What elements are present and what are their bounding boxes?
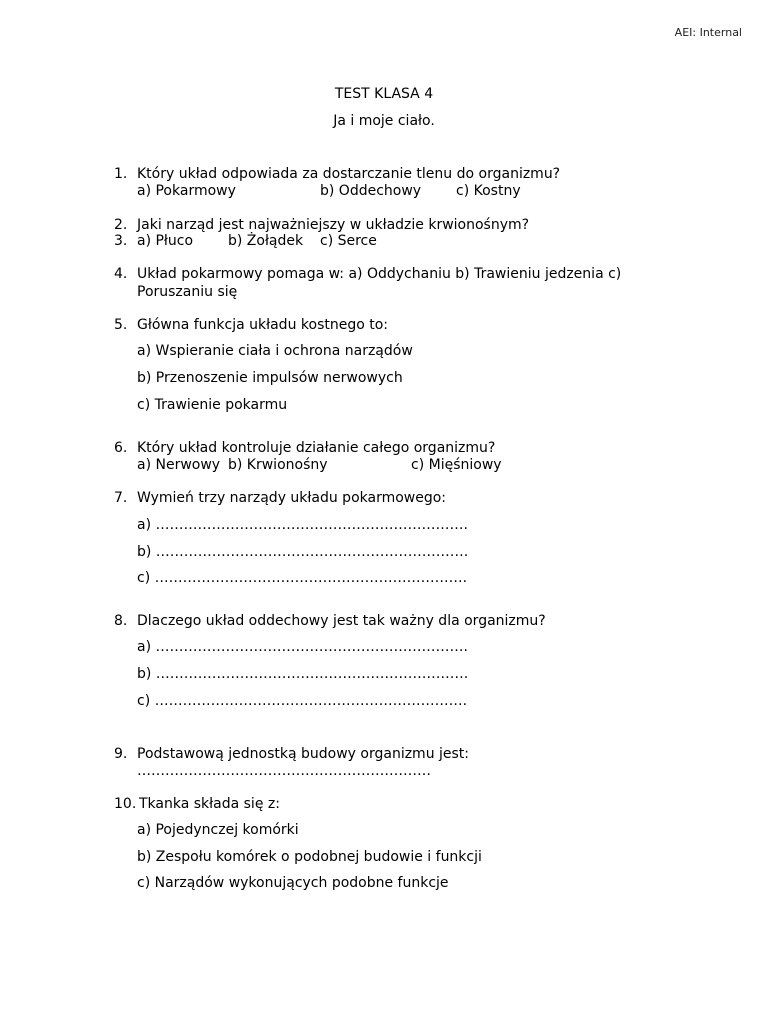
q9-text: Podstawową jednostką budowy organizmu jest: bbox=[137, 746, 470, 762]
q6-option-a: a) Nerwowy bbox=[137, 457, 221, 473]
q9-answer: ……………………………………………………… bbox=[137, 763, 431, 779]
q8-answer-a: a) …………………………………………………………. bbox=[137, 639, 468, 655]
q1-option-b: b) Oddechowy bbox=[320, 183, 422, 199]
q10-option-a: a) Pojedynczej komórki bbox=[137, 822, 299, 838]
q3-option-a: a) Płuco bbox=[137, 233, 194, 249]
q6-option-b: b) Krwionośny bbox=[228, 457, 328, 473]
q2-number: 2. bbox=[114, 217, 128, 233]
q8-answer-c: c) …………………………………………………………. bbox=[137, 693, 468, 709]
q5-option-c: c) Trawienie pokarmu bbox=[137, 397, 288, 413]
q6-text: Który układ kontroluje działanie całego organizmu? bbox=[137, 440, 496, 456]
q3-option-c: c) Serce bbox=[320, 233, 377, 249]
q7-answer-c: c) …………………………………………………………. bbox=[137, 570, 468, 586]
document-subtitle: Ja i moje ciało. bbox=[333, 113, 435, 129]
q1-option-c: c) Kostny bbox=[456, 183, 521, 199]
q5-option-b: b) Przenoszenie impulsów nerwowych bbox=[137, 370, 403, 386]
q7-answer-a: a) …………………………………………………………. bbox=[137, 517, 468, 533]
q6-number: 6. bbox=[114, 440, 128, 456]
q10-option-b: b) Zespołu komórek o podobnej budowie i funkcji bbox=[137, 849, 482, 865]
q4-text: Układ pokarmowy pomaga w: a) Oddychaniu b) Trawieniu jedzenia c) bbox=[137, 266, 622, 282]
q3-number: 3. bbox=[114, 233, 128, 249]
q5-number: 5. bbox=[114, 317, 128, 333]
document-title: TEST KLASA 4 bbox=[334, 86, 434, 102]
q10-text: Tkanka składa się z: bbox=[139, 796, 280, 812]
q1-number: 1. bbox=[114, 166, 128, 182]
q4-text-continued: Poruszaniu się bbox=[137, 284, 238, 300]
q10-option-c: c) Narządów wykonujących podobne funkcje bbox=[137, 875, 449, 891]
q7-text: Wymień trzy narządy układu pokarmowego: bbox=[137, 490, 447, 506]
q1-text: Który układ odpowiada za dostarczanie tlenu do organizmu? bbox=[137, 166, 561, 182]
q8-number: 8. bbox=[114, 613, 128, 629]
q1-option-a: a) Pokarmowy bbox=[137, 183, 236, 199]
q3-option-b: b) Żołądek bbox=[228, 233, 304, 249]
q5-text: Główna funkcja układu kostnego to: bbox=[137, 317, 389, 333]
q9-number: 9. bbox=[114, 746, 128, 762]
q2-text: Jaki narząd jest najważniejszy w układzie krwionośnym? bbox=[137, 217, 530, 233]
q7-answer-b: b) …………………………………………………………. bbox=[137, 544, 469, 560]
q5-option-a: a) Wspieranie ciała i ochrona narządów bbox=[137, 343, 413, 359]
classification-label: AEI: Internal bbox=[674, 26, 742, 39]
q10-number: 10. bbox=[114, 796, 137, 812]
q8-answer-b: b) …………………………………………………………. bbox=[137, 666, 469, 682]
q6-option-c: c) Mięśniowy bbox=[411, 457, 502, 473]
q7-number: 7. bbox=[114, 490, 128, 506]
q8-text: Dlaczego układ oddechowy jest tak ważny dla organizmu? bbox=[137, 613, 546, 629]
q4-number: 4. bbox=[114, 266, 128, 282]
